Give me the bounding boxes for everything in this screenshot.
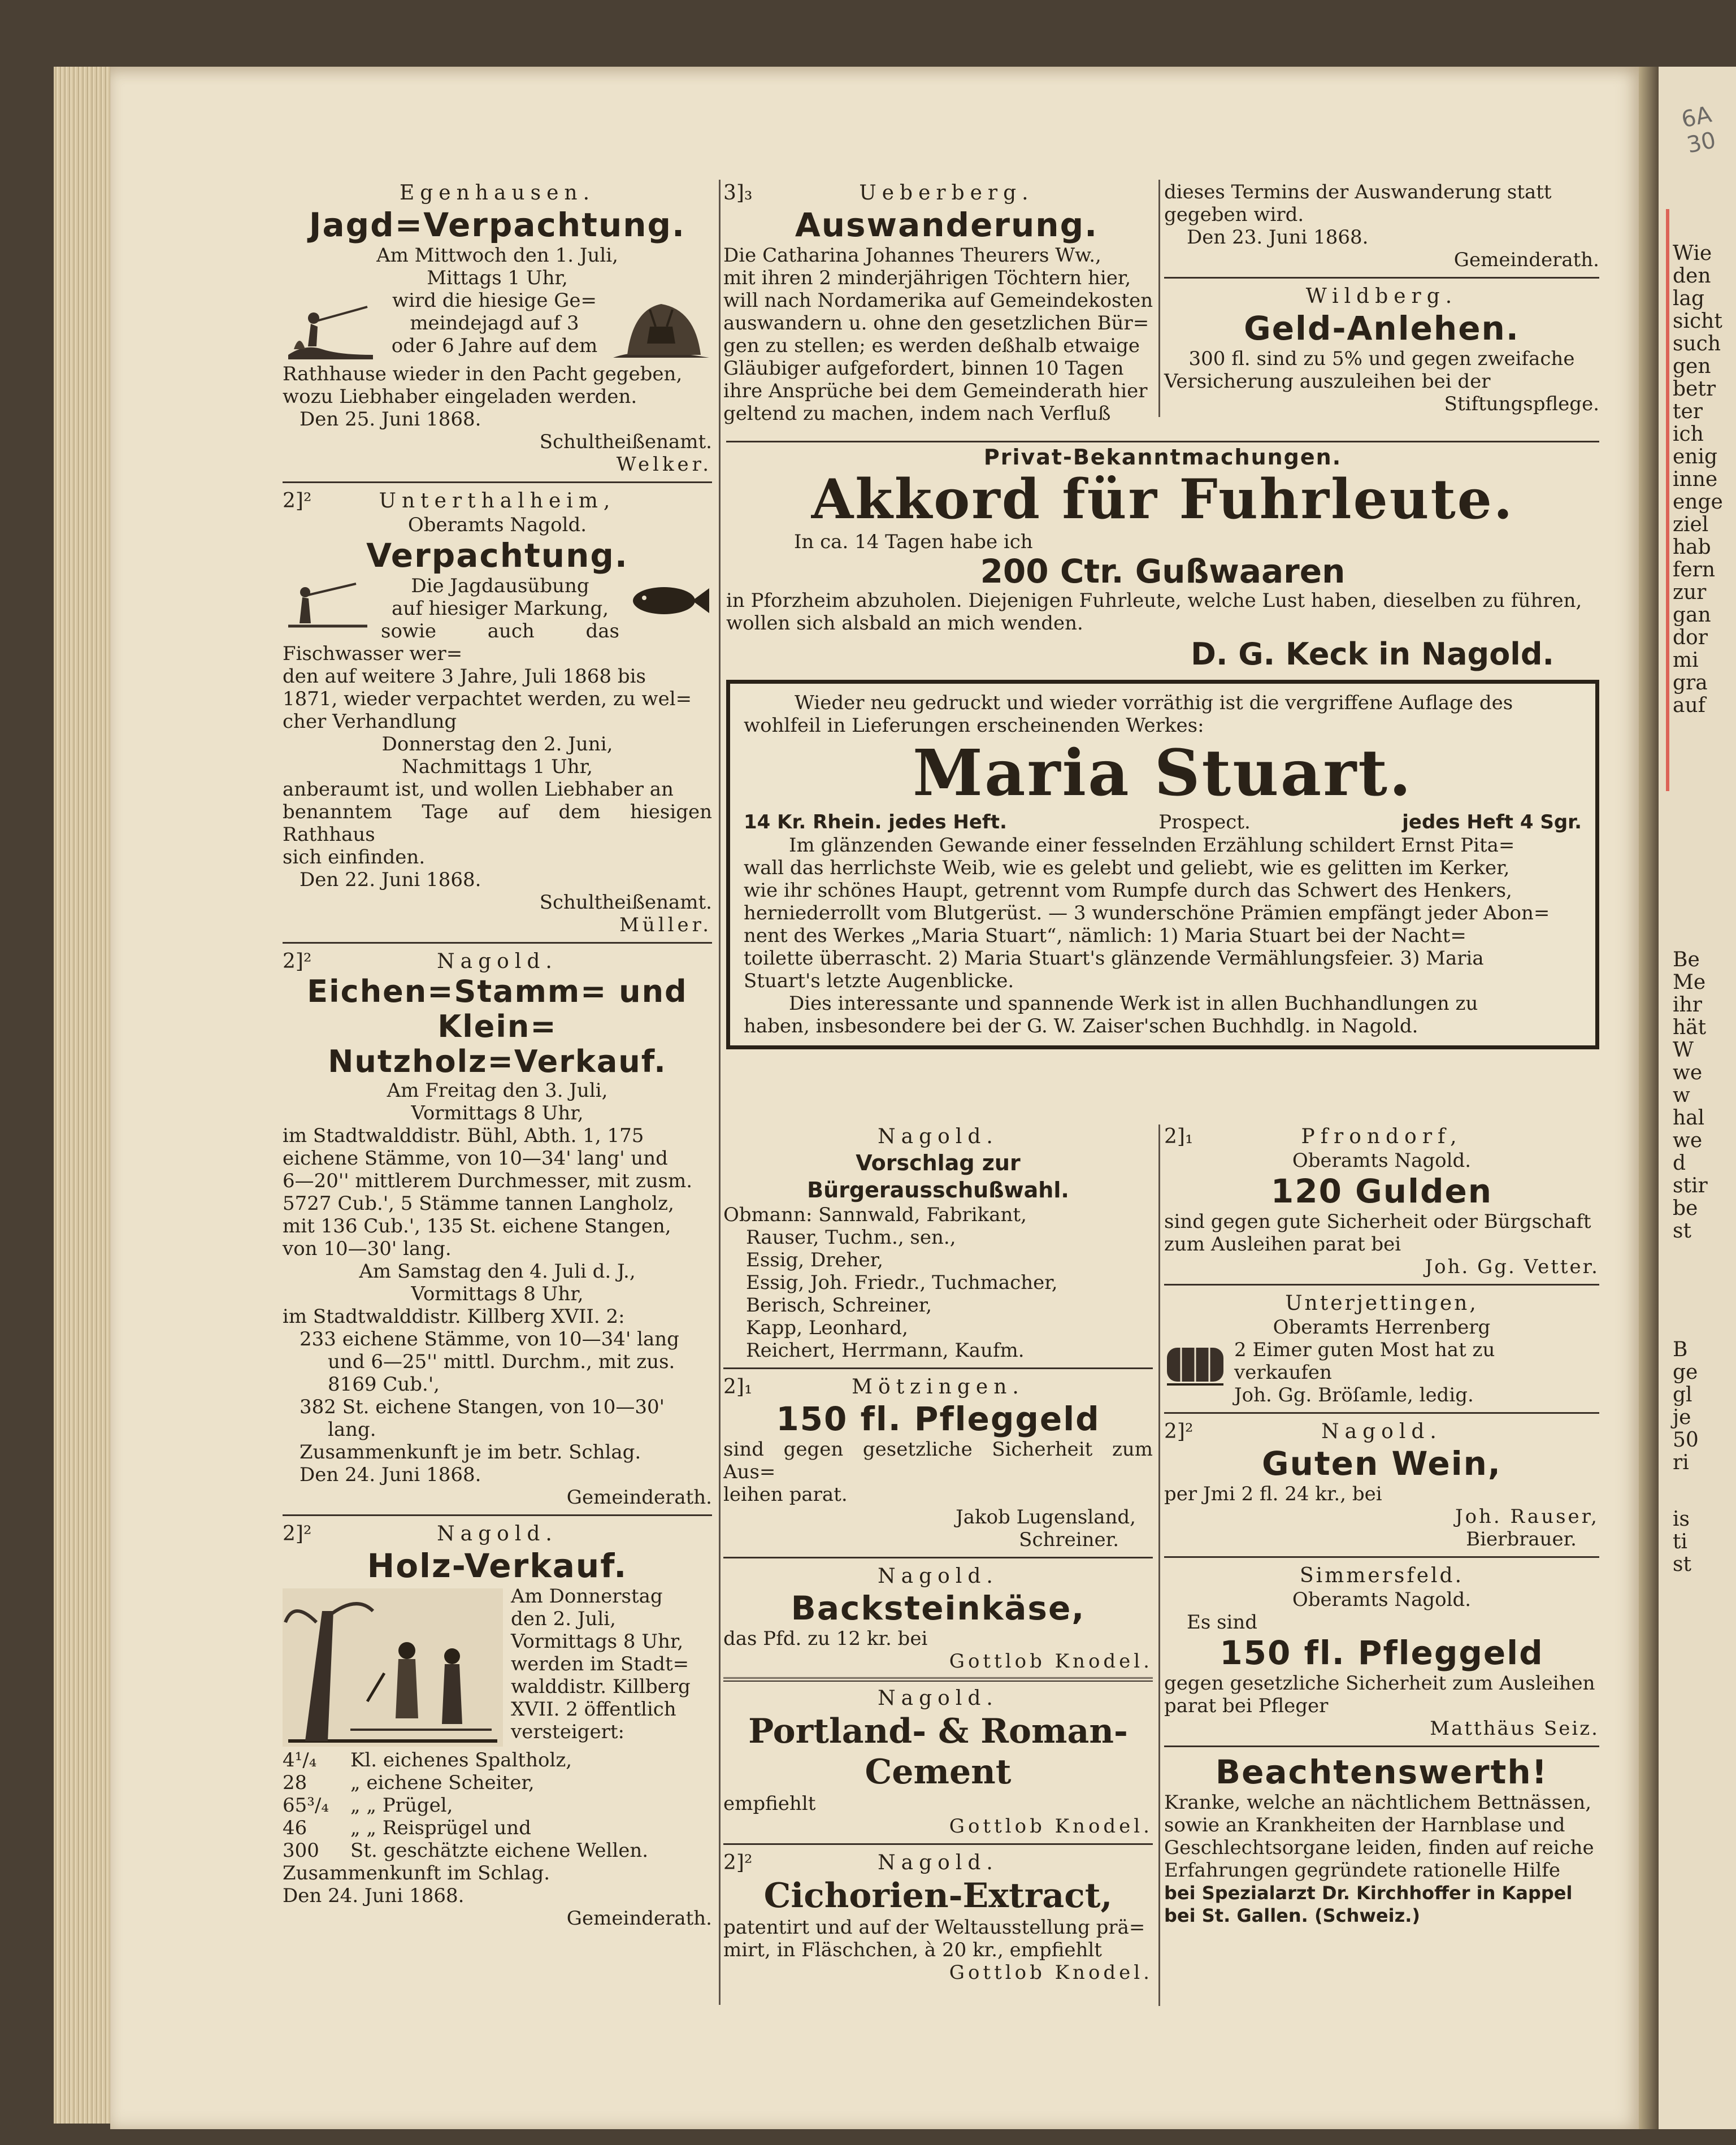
text-line: sowie auch das Fischwasser wer=	[283, 620, 619, 665]
ad-geld-anlehen	[1164, 284, 1599, 415]
ad-cement	[723, 1686, 1153, 1838]
text-line: im Stadtwalddistr. Killberg XVII. 2:	[283, 1305, 625, 1328]
place-name: Nagold.	[878, 1687, 999, 1710]
signature: Müller.	[619, 914, 712, 936]
ad-title: Beachtenswerth!	[1215, 1753, 1548, 1791]
ad-title: Auswanderung.	[795, 206, 1099, 244]
signature: Jakob Lugensland,	[956, 1506, 1136, 1529]
text-line: per Jmi 2 fl. 24 kr., bei	[1164, 1483, 1382, 1505]
insertion-mark: 2]²	[283, 489, 312, 513]
text-line: Essig, Joh. Friedr., Tuchmacher,	[746, 1271, 1058, 1294]
text-line: Zusammenkunft je im betr. Schlag.	[300, 1441, 641, 1464]
signature: Joh. Gg. Bröſamle, ledig.	[1234, 1384, 1474, 1406]
text-line: auf hiesiger Markung,	[391, 597, 609, 620]
private-announcements	[726, 441, 1599, 1055]
ad-title: Backsteinkäse,	[791, 1589, 1086, 1627]
text-line: Wieder neu gedruckt und wieder vorräthig ist die vergriffene Auflage des	[795, 692, 1513, 714]
text-line: Mittags 1 Uhr,	[427, 267, 568, 289]
divider	[283, 481, 712, 483]
text-line: bei Spezialarzt Dr. Kirchhoffer in Kappel	[1164, 1882, 1573, 1904]
text-line: von 10—30' lang.	[283, 1238, 452, 1260]
text-line: will nach Nordamerika auf Gemeindekosten	[723, 289, 1153, 312]
place-name: Nagold.	[437, 1522, 558, 1545]
text-line: in Pforzheim abzuholen. Diejenigen Fuhrleute, welche Lust haben, dieselben zu führen,	[726, 589, 1582, 612]
place-name: Mötzingen.	[852, 1375, 1025, 1399]
text-line: leihen parat.	[723, 1483, 848, 1506]
wood-row	[283, 1794, 712, 1817]
text-line: mit ihren 2 minderjährigen Töchtern hier,	[723, 267, 1131, 289]
text-line: Am Mittwoch den 1. Juli,	[376, 244, 618, 267]
maria-stuart-title: Maria Stuart.	[912, 736, 1413, 810]
text-line: 8169 Cub.',	[328, 1373, 440, 1396]
text-line: geltend zu machen, indem nach Verfluß	[723, 402, 1111, 425]
place-name: Nagold.	[878, 1565, 999, 1588]
akkord-title: Akkord für Fuhrleute.	[811, 467, 1514, 531]
text-line: wall das herrlichste Weib, wie es gelebt und geliebt, wie es gelitten im Kerker,	[744, 857, 1510, 879]
insertion-mark: 2]₁	[723, 1375, 753, 1399]
qty: 300	[283, 1839, 319, 1862]
date-line: Den 22. Juni 1868.	[300, 869, 481, 891]
ad-title-2: Nutzholz=Verkauf.	[328, 1044, 667, 1079]
text-line: bei St. Gallen. (Schweiz.)	[1164, 1905, 1420, 1926]
hunter-icon	[283, 578, 373, 629]
text-line: sich einfinden.	[283, 846, 426, 869]
text-line: sowie an Krankheiten der Harnblase und	[1164, 1814, 1565, 1836]
text-line: wird die hiesige Ge=	[392, 289, 597, 312]
place-name: Unterthalheim,	[379, 489, 616, 513]
price-left: 14 Kr. Rhein. jedes Heft.	[744, 811, 1007, 833]
text-line: den 2. Juli,	[511, 1608, 616, 1630]
price-row	[744, 810, 1582, 834]
insertion-mark: 2]₁	[1164, 1125, 1194, 1148]
wood-row	[283, 1817, 712, 1839]
text-line: empfiehlt	[723, 1792, 816, 1815]
place-name: Ueberberg.	[859, 181, 1034, 205]
divider	[283, 942, 712, 944]
text-line: benanntem Tage auf dem hiesigen Rathhaus	[283, 801, 712, 846]
hunter-woodcut-icon	[283, 293, 379, 361]
text-line: den auf weitere 3 Jahre, Juli 1868 bis	[283, 665, 646, 688]
divider	[726, 441, 1599, 442]
place-name: Unterjettingen,	[1285, 1292, 1478, 1315]
text-line: Am Freitag den 3. Juli,	[387, 1079, 608, 1102]
text-line: patentirt und auf der Weltausstellung prä=	[723, 1916, 1145, 1939]
column-3-top	[1164, 181, 1599, 415]
divider	[723, 1367, 1153, 1369]
place-name: Pfrondorf,	[1301, 1125, 1462, 1148]
text-line: toilette überrascht. 2) Maria Stuart's glänzende Vermählungsfeier. 3) Maria	[744, 947, 1484, 970]
text-line: 5727 Cub.', 5 Stämme tannen Langholz,	[283, 1192, 674, 1215]
text-line: Erfahrungen gegründete rationelle Hilfe	[1164, 1859, 1560, 1882]
text-line: Rauser, Tuchm., sen.,	[746, 1226, 956, 1249]
text-line: oder 6 Jahre auf dem	[391, 335, 598, 357]
text-line: anberaumt ist, und wollen Liebhaber an	[283, 778, 674, 801]
date-line: Den 23. Juni 1868.	[1187, 226, 1369, 249]
ad-auswanderung	[723, 181, 1170, 425]
signature-2: Bierbrauer.	[1466, 1528, 1577, 1551]
text-line: wie ihr schönes Haupt, getrennt vom Rumpfe durch das Schwert des Henkers,	[744, 879, 1512, 902]
text-line: Kranke, welche an nächtlichem Bettnässen,	[1164, 1791, 1592, 1814]
text-line: wohlfeil in Lieferungen erscheinenden Werkes:	[744, 714, 1204, 737]
text-line: Rathhause wieder in den Pacht gegeben,	[283, 363, 683, 385]
woodcutters-woodcut-icon	[283, 1588, 503, 1747]
item: „ eichene Scheiter,	[350, 1771, 535, 1794]
pencil-note: 6A 30	[1679, 101, 1718, 159]
divider	[723, 1677, 1153, 1682]
signature: Joh. Rauser,	[1455, 1505, 1599, 1528]
text-line: versteigert:	[511, 1721, 624, 1743]
text-line: In ca. 14 Tagen habe ich	[794, 531, 1033, 553]
text-line: dieses Termins der Auswanderung statt	[1164, 181, 1552, 203]
text-line: 1871, wieder verpachtet werden, zu wel=	[283, 688, 692, 710]
ad-title: 150 fl. Pfleggeld	[776, 1400, 1100, 1438]
ad-pfleggeld-moetzingen	[723, 1375, 1153, 1551]
signature: Gottlob Knodel.	[949, 1961, 1153, 1984]
maria-stuart-box	[726, 680, 1599, 1049]
insertion-mark: 3]₃	[723, 181, 753, 205]
wood-row	[283, 1749, 712, 1771]
text-line: und 6—25'' mittl. Durchm., mit zus.	[328, 1351, 675, 1373]
text-line: 6—20'' mittlerem Durchmesser, mit zusm.	[283, 1170, 693, 1192]
text-line: Im glänzenden Gewande einer fesselnden Erzählung schildert Ernst Pita=	[789, 834, 1515, 857]
office-line: Gemeinderath.	[566, 1486, 712, 1509]
column-rule-1	[719, 180, 721, 2005]
office-line: Gemeinderath.	[1453, 249, 1599, 271]
signature: Gottlob Knodel.	[949, 1815, 1153, 1838]
ad-120-gulden	[1164, 1124, 1599, 1278]
ad-title: 150 fl. Pfleggeld	[1219, 1634, 1544, 1672]
district-line: Oberamts Nagold.	[407, 514, 587, 536]
text-line: ihre Ansprüche bei dem Gemeinderath hier	[723, 380, 1148, 402]
text-line: Kapp, Leonhard,	[746, 1317, 908, 1339]
date-line: Den 24. Juni 1868.	[300, 1464, 481, 1486]
date-line: Den 25. Juni 1868.	[300, 408, 481, 431]
text-line: cher Verhandlung	[283, 710, 457, 733]
text-line: mirt, in Fläschchen, à 20 kr., empfiehlt	[723, 1939, 1102, 1961]
signature-2: Schreiner.	[1019, 1529, 1119, 1551]
text-line: haben, insbesondere bei der G. W. Zaiser'schen Buchhdlg. in Nagold.	[744, 1015, 1418, 1037]
text-line: werden im Stadt=	[511, 1653, 689, 1675]
text-line: meindejagd auf 3	[410, 312, 579, 335]
text-line: gegeben wird.	[1164, 203, 1304, 226]
book-gutter	[1639, 67, 1659, 2129]
column-3-bottom	[1164, 1124, 1599, 1927]
next-page-fragment: Wie den lag sicht such gen betr ter ich enig inne enge ziel hab fern zur gan dor mi gra auf Be Me ihr hät W we w hal we d stir be st B ge gl je 50 ri is ti st	[1659, 67, 1736, 2129]
akkord-signature: D. G. Keck in Nagold.	[1191, 636, 1554, 672]
district-line: Oberamts Herrenberg	[1273, 1316, 1491, 1339]
ad-title: Holz-Verkauf.	[367, 1547, 628, 1585]
ad-pfleggeld-simmersfeld	[1164, 1564, 1599, 1740]
qty: 28	[283, 1771, 307, 1794]
place-name: Wildberg.	[1305, 285, 1458, 308]
text-line: parat bei Pfleger	[1164, 1695, 1329, 1717]
text-line: Nachmittags 1 Uhr,	[401, 755, 593, 778]
office-line: Gemeinderath.	[566, 1907, 712, 1930]
ad-beachtenswerth	[1164, 1753, 1599, 1927]
signature: Gottlob Knodel.	[949, 1650, 1153, 1673]
barrel-icon	[1164, 1342, 1226, 1387]
price-right: jedes Heft 4 Sgr.	[1402, 811, 1582, 833]
signature: Stiftungspflege.	[1444, 393, 1599, 415]
deer-woodcut-icon	[610, 293, 712, 361]
ad-auswanderung-continued	[1164, 181, 1599, 271]
qty: 46	[283, 1817, 307, 1839]
text-line: nent des Werkes „Maria Stuart“, nämlich: 1) Maria Stuart bei der Nacht=	[744, 924, 1466, 947]
text-line: Donnerstag den 2. Juni,	[381, 733, 613, 755]
text-line: Reichert, Herrmann, Kaufm.	[746, 1339, 1025, 1362]
divider	[1164, 1412, 1599, 1414]
insertion-mark: 2]²	[283, 1522, 312, 1545]
ad-buergerausschuss	[723, 1124, 1153, 1362]
insertion-mark: 2]²	[723, 1851, 753, 1874]
ad-verpachtung	[283, 489, 712, 936]
divider	[1164, 277, 1599, 279]
divider	[723, 1843, 1153, 1845]
signature: Matthäus Seiz.	[1430, 1717, 1599, 1740]
column-1	[283, 181, 712, 1930]
text-line: das Pfd. zu 12 kr. bei	[723, 1627, 928, 1650]
prospect-label: Prospect.	[1158, 811, 1251, 833]
section-heading: Privat-Bekanntmachungen.	[983, 445, 1342, 470]
ad-title: Vorschlag zur Bürgerausschußwahl.	[807, 1150, 1069, 1202]
place-name: Nagold.	[437, 950, 558, 973]
text-line: Berisch, Schreiner,	[746, 1294, 932, 1317]
column-2-bottom	[723, 1124, 1153, 1984]
ad-guten-wein	[1164, 1419, 1599, 1551]
divider	[1164, 1556, 1599, 1558]
text-line: gegen gesetzliche Sicherheit zum Ausleihen	[1164, 1672, 1595, 1695]
text-line: Die Catharina Johannes Theurers Ww.,	[723, 244, 1101, 267]
signature: Welker.	[616, 453, 712, 476]
text-line: im Stadtwalddistr. Bühl, Abth. 1, 175	[283, 1124, 644, 1147]
text-line: Essig, Dreher,	[746, 1249, 883, 1271]
text-line: mit 136 Cub.', 135 St. eichene Stangen,	[283, 1215, 671, 1238]
akkord-amount: 200 Ctr. Gußwaaren	[980, 552, 1346, 590]
text-line: Am Samstag den 4. Juli d. J.,	[359, 1260, 636, 1283]
divider	[723, 1557, 1153, 1558]
qty: 4¹/₄	[283, 1749, 317, 1771]
text-line: 300 fl. sind zu 5% und gegen zweifache	[1188, 348, 1575, 370]
text-line: Vormittags 8 Uhr,	[411, 1283, 584, 1305]
text-line: Vormittags 8 Uhr,	[411, 1102, 584, 1124]
place-name: Nagold.	[1321, 1420, 1442, 1443]
text-line: Zusammenkunft im Schlag.	[283, 1862, 550, 1885]
divider	[1164, 1284, 1599, 1286]
red-pencil-mark	[1666, 209, 1669, 791]
office-line: Schultheißenamt.	[539, 891, 712, 914]
text-line: lang.	[328, 1418, 376, 1441]
text-line: verkaufen	[1234, 1361, 1332, 1384]
item: Kl. eichenes Spaltholz,	[350, 1749, 572, 1771]
text-line: Vormittags 8 Uhr,	[511, 1630, 684, 1653]
ad-title: Guten Wein,	[1262, 1444, 1501, 1483]
ad-backsteinkaese	[723, 1564, 1153, 1673]
text-line: sind gegen gute Sicherheit oder Bürgschaft	[1164, 1210, 1591, 1233]
ad-title: Portland- & Roman-	[748, 1712, 1128, 1751]
ad-most	[1164, 1291, 1599, 1406]
text-line: zum Ausleihen parat bei	[1164, 1233, 1401, 1256]
page-edges	[54, 67, 112, 2124]
text-line: auswandern u. ohne den gesetzlichen Bür=	[723, 312, 1149, 335]
text-line: 233 eichene Stämme, von 10—34' lang	[300, 1328, 679, 1351]
ad-title: Verpachtung.	[366, 536, 628, 575]
text-line: Geschlechtsorgane leiden, finden auf reiche	[1164, 1836, 1594, 1859]
text-line: eichene Stämme, von 10—34' lang' und	[283, 1147, 668, 1170]
text-line: Obmann: Sannwald, Fabrikant,	[723, 1204, 1027, 1226]
text-line: wozu Liebhaber eingeladen werden.	[283, 385, 637, 408]
ad-cichorien	[723, 1851, 1153, 1984]
text-line: XVII. 2 öffentlich	[511, 1698, 676, 1721]
place-name: Egenhausen.	[399, 181, 596, 205]
item: St. geschätzte eichene Wellen.	[350, 1839, 649, 1862]
text-line: Stuart's letzte Augenblicke.	[744, 970, 1014, 992]
text-line: Es sind	[1187, 1611, 1258, 1634]
insertion-mark: 2]²	[1164, 1420, 1194, 1443]
text-line: Versicherung auszuleihen bei der	[1164, 370, 1491, 393]
item: „ „ Reisprügel und	[350, 1817, 531, 1839]
place-name: Simmersfeld.	[1299, 1564, 1464, 1587]
text-line: Die Jagdausübung	[411, 575, 589, 597]
column-2-top	[723, 181, 1170, 425]
ad-title: Cichorien-Extract,	[763, 1876, 1113, 1916]
ad-holz-verkauf	[283, 1522, 712, 1930]
place-name: Nagold.	[878, 1125, 999, 1148]
column-rule-2-bottom	[1158, 1124, 1160, 2006]
ad-title-2: Cement	[865, 1752, 1012, 1792]
ad-title: Eichen=Stamm= und Klein=	[307, 974, 688, 1044]
ad-title: 120 Gulden	[1270, 1172, 1493, 1210]
text-line: 2 Eimer guten Most hat zu	[1234, 1339, 1495, 1361]
text-line: 382 St. eichene Stangen, von 10—30'	[300, 1396, 665, 1418]
text-line: Gläubiger aufgefordert, binnen 10 Tagen	[723, 357, 1124, 380]
office-line: Schultheißenamt.	[539, 431, 712, 453]
text-line: Am Donnerstag	[511, 1585, 663, 1608]
district-line: Oberamts Nagold.	[1292, 1588, 1472, 1611]
item: „ „ Prügel,	[350, 1794, 453, 1817]
ad-jagd-verpachtung	[283, 181, 712, 476]
ad-title: Geld-Anlehen.	[1244, 309, 1520, 348]
wood-row	[283, 1771, 712, 1794]
district-line: Oberamts Nagold.	[1292, 1149, 1472, 1172]
date-line: Den 24. Juni 1868.	[283, 1885, 465, 1907]
text-line: gen zu stellen; es werden deßhalb etwaige	[723, 335, 1140, 357]
signature: Joh. Gg. Vetter.	[1425, 1256, 1599, 1278]
qty: 65³/₄	[283, 1794, 329, 1817]
text-line: herniederrollt vom Blutgerüst. — 3 wunderschöne Prämien empfängt jeder Abon=	[744, 902, 1550, 924]
ad-eichen-verkauf	[283, 949, 712, 1509]
ad-title: Jagd=Verpachtung.	[309, 206, 686, 244]
insertion-mark: 2]²	[283, 950, 312, 973]
text-line: Dies interessante und spannende Werk ist in allen Buchhandlungen zu	[789, 992, 1478, 1015]
text-line: wollen sich alsbald an mich wenden.	[726, 612, 1083, 635]
divider	[283, 1514, 712, 1516]
text-line: sind gegen gesetzliche Sicherheit zum Aus=	[723, 1438, 1153, 1483]
place-name: Nagold.	[878, 1851, 999, 1874]
fish-icon	[627, 578, 712, 623]
wood-row	[283, 1839, 712, 1862]
divider	[1164, 1745, 1599, 1747]
text-line: walddistr. Killberg	[511, 1675, 691, 1698]
